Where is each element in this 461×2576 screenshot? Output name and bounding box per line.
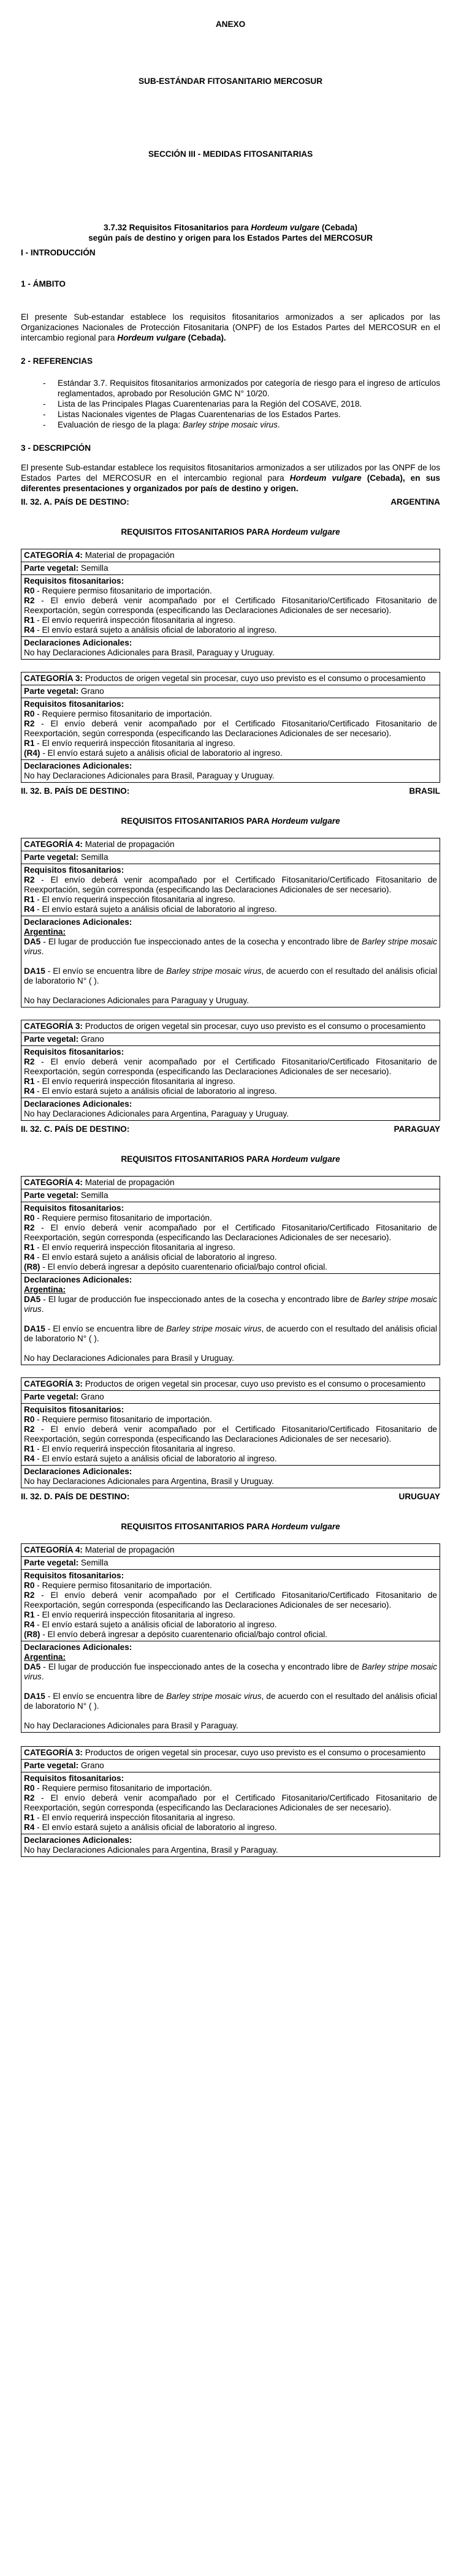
plant-part-row: Parte vegetal: Semilla — [21, 1557, 440, 1570]
category-row: CATEGORÍA 4: Material de propagación — [21, 1544, 440, 1557]
declarations-row: Declaraciones Adicionales: No hay Declaraciones Adicionales para Argentina, Brasil y Uruguay. — [21, 1466, 440, 1488]
category-3-table — [21, 672, 440, 783]
requirements-heading: REQUISITOS FITOSANITARIOS PARA Hordeum vulgare — [121, 1154, 340, 1164]
requirements-row: Requisitos fitosanitarios: R0 - Requiere permiso fitosanitario de importación. R2 - El envío deberá venir acompañado por el Certificado Fitosanitario/Certificado Fitosanitario de Reexportación, según corresponda (especificando las Declaraciones Adicionales de ser necesario). R1 - El envío requerirá inspección fitosanitaria al ingreso. (R4) - El envío estará sujeto a análisis oficial de laboratorio al ingreso. — [21, 698, 440, 760]
requirements-row: Requisitos fitosanitarios: R0 - Requiere permiso fitosanitario de importación. R2 - El envío deberá venir acompañado por el Certificado Fitosanitario/Certificado Fitosanitario de Reexportación, según corresponda (especificando las Declaraciones Adicionales de ser necesario). R1 - El envío requerirá inspección fitosanitaria al ingreso. R4 - El envío estará sujeto a análisis oficial de laboratorio al ingreso. (R8) - El envío deberá ingresar a depósito cuarentenario oficial/bajo control oficial. — [21, 1202, 440, 1274]
declarations-row: Declaraciones Adicionales: No hay Declaraciones Adicionales para Argentina, Paraguay y Uruguay. — [21, 1098, 440, 1121]
requirements-row: Requisitos fitosanitarios: R2 - El envío deberá venir acompañado por el Certificado Fitosanitario/Certificado Fitosanitario de Reexportación, según corresponda (especificando las Declaraciones Adicionales de ser necesario). R1 - El envío requerirá inspección fitosanitaria al ingreso. R4 - El envío estará sujeto a análisis oficial de laboratorio al ingreso. — [21, 864, 440, 916]
plant-part-row: Parte vegetal: Grano — [21, 685, 440, 698]
references-list — [43, 378, 440, 430]
declarations-row: Declaraciones Adicionales: No hay Declaraciones Adicionales para Brasil, Paraguay y Uruguay. — [21, 760, 440, 783]
category-4-table — [21, 549, 440, 660]
plant-part-row: Parte vegetal: Semilla — [21, 1189, 440, 1202]
description-heading: 3 - DESCRIPCIÓN — [21, 443, 91, 453]
description-paragraph: El presente Sub-estandar establece los requisitos fitosanitarios armonizados a ser utilizados por las ONPF de los Estados Partes del MERCOSUR en el intercambio regional para Hordeum vulgare (Cebada), en sus diferentes presentaciones y organizados por país de destino y origen. — [21, 463, 440, 493]
category-row: CATEGORÍA 4: Material de propagación — [21, 1177, 440, 1189]
scope-paragraph: El presente Sub-estandar establece los requisitos fitosanitarios armonizados a ser aplicados por las Organizaciones Nacionales de Protección Fitosanitaria (ONPF) de los Estados Partes del MERCOSUR en el intercambio regional para Hordeum vulgare (Cebada). — [21, 312, 440, 342]
requirements-row: Requisitos fitosanitarios: R0 - Requiere permiso fitosanitario de importación. R2 - El envío deberá venir acompañado por el Certificado Fitosanitario/Certificado Fitosanitario de Reexportación, según corresponda (especificando las Declaraciones Adicionales de ser necesario). R1 - El envío requerirá inspección fitosanitaria al ingreso. R4 - El envío estará sujeto a análisis oficial de laboratorio al ingreso. — [21, 1404, 440, 1466]
declarations-row: Declaraciones Adicionales: Argentina: DA5 - El lugar de producción fue inspeccionado antes de la cosecha y encontrado libre de Barley stripe mosaic virus. DA15 - El envío se encuentra libre de Barley stripe mosaic virus, de acuerdo con el resultado del análisis oficial de laboratorio N° ( ). No hay Declaraciones Adicionales para Brasil y Uruguay. — [21, 1274, 440, 1365]
requirements-row: Requisitos fitosanitarios: R0 - Requiere permiso fitosanitario de importación. R2 - El envío deberá venir acompañado por el Certificado Fitosanitario/Certificado Fitosanitario de Reexportación, según corresponda (especificando las Declaraciones Adicionales de ser necesario). R1 - El envío requerirá inspección fitosanitaria al ingreso. R4 - El envío estará sujeto a análisis oficial de laboratorio al ingreso. — [21, 1772, 440, 1834]
requirements-title: 3.7.32 Requisitos Fitosanitarios para Hordeum vulgare (Cebada) según país de destino y origen para los Estados Partes del MERCOSUR — [88, 223, 373, 243]
category-row: CATEGORÍA 3: Productos de origen vegetal sin procesar, cuyo uso previsto es el consumo o procesamiento — [21, 1747, 440, 1760]
requirements-heading: REQUISITOS FITOSANITARIOS PARA Hordeum vulgare — [121, 1522, 340, 1531]
category-row: CATEGORÍA 4: Material de propagación — [21, 838, 440, 851]
plant-part-row: Parte vegetal: Semilla — [21, 851, 440, 864]
requirements-heading: REQUISITOS FITOSANITARIOS PARA Hordeum vulgare — [121, 527, 340, 537]
plant-part-row: Parte vegetal: Grano — [21, 1391, 440, 1404]
reference-item: - Evaluación de riesgo de la plaga: Barley stripe mosaic virus. — [43, 420, 440, 430]
destination-paraguay: II. 32. C. PAÍS DE DESTINO: PARAGUAY — [21, 1124, 440, 1134]
destination-uruguay: II. 32. D. PAÍS DE DESTINO: URUGUAY — [21, 1492, 440, 1501]
scope-heading: 1 - ÁMBITO — [21, 279, 66, 288]
section-title: SECCIÓN III - MEDIDAS FITOSANITARIAS — [148, 149, 313, 159]
reference-item: - Lista de las Principales Plagas Cuarentenarias para la Región del COSAVE, 2018. — [43, 399, 440, 409]
category-3-table — [21, 1746, 440, 1857]
category-4-table — [21, 838, 440, 1007]
category-row: CATEGORÍA 3: Productos de origen vegetal sin procesar, cuyo uso previsto es el consumo o procesamiento — [21, 1378, 440, 1391]
declarations-row: Declaraciones Adicionales: Argentina: DA5 - El lugar de producción fue inspeccionado antes de la cosecha y encontrado libre de Barley stripe mosaic virus. DA15 - El envío se encuentra libre de Barley stripe mosaic virus, de acuerdo con el resultado del análisis oficial de laboratorio N° ( ). No hay Declaraciones Adicionales para Paraguay y Uruguay. — [21, 916, 440, 1007]
category-row: CATEGORÍA 3: Productos de origen vegetal sin procesar, cuyo uso previsto es el consumo o procesamiento — [21, 672, 440, 685]
declarations-row: Declaraciones Adicionales: No hay Declaraciones Adicionales para Argentina, Brasil y Paraguay. — [21, 1834, 440, 1857]
destination-brasil: II. 32. B. PAÍS DE DESTINO: BRASIL — [21, 786, 440, 796]
destination-argentina: II. 32. A. PAÍS DE DESTINO: ARGENTINA — [21, 497, 440, 507]
declarations-row: Declaraciones Adicionales: No hay Declaraciones Adicionales para Brasil, Paraguay y Uruguay. — [21, 637, 440, 660]
category-4-table — [21, 1543, 440, 1733]
requirements-heading: REQUISITOS FITOSANITARIOS PARA Hordeum vulgare — [121, 816, 340, 826]
category-4-table — [21, 1176, 440, 1365]
category-row: CATEGORÍA 3: Productos de origen vegetal sin procesar, cuyo uso previsto es el consumo o procesamiento — [21, 1020, 440, 1033]
reference-item: - Estándar 3.7. Requisitos fitosanitarios armonizados por categoría de riesgo para el ingreso de artículos reglamentados, aprobado por Resolución GMC N° 10/20. — [43, 378, 440, 399]
category-3-table — [21, 1020, 440, 1121]
intro-heading: I - INTRODUCCIÓN — [21, 248, 96, 257]
requirements-row: Requisitos fitosanitarios: R2 - El envío deberá venir acompañado por el Certificado Fitosanitario/Certificado Fitosanitario de Reexportación, según corresponda (especificando las Declaraciones Adicionales de ser necesario). R1 - El envío requerirá inspección fitosanitaria al ingreso. R4 - El envío estará sujeto a análisis oficial de laboratorio al ingreso. — [21, 1046, 440, 1098]
plant-part-row: Parte vegetal: Grano — [21, 1033, 440, 1046]
standard-title: SUB-ESTÁNDAR FITOSANITARIO MERCOSUR — [138, 77, 323, 86]
annex-label: ANEXO — [215, 20, 246, 29]
refs-heading: 2 - REFERENCIAS — [21, 356, 93, 366]
plant-part-row: Parte vegetal: Grano — [21, 1760, 440, 1772]
category-row: CATEGORÍA 4: Material de propagación — [21, 549, 440, 562]
plant-part-row: Parte vegetal: Semilla — [21, 562, 440, 575]
reference-item: - Listas Nacionales vigentes de Plagas Cuarentenarias de los Estados Partes. — [43, 409, 440, 420]
requirements-row: Requisitos fitosanitarios: R0 - Requiere permiso fitosanitario de importación. R2 - El envío deberá venir acompañado por el Certificado Fitosanitario/Certificado Fitosanitario de Reexportación, según corresponda (especificando las Declaraciones Adicionales de ser necesario). R1 - El envío requerirá inspección fitosanitaria al ingreso. R4 - El envío estará sujeto a análisis oficial de laboratorio al ingreso. — [21, 575, 440, 637]
declarations-row: Declaraciones Adicionales: Argentina: DA5 - El lugar de producción fue inspeccionado antes de la cosecha y encontrado libre de Barley stripe mosaic virus. DA15 - El envío se encuentra libre de Barley stripe mosaic virus, de acuerdo con el resultado del análisis oficial de laboratorio N° ( ). No hay Declaraciones Adicionales para Brasil y Paraguay. — [21, 1641, 440, 1733]
category-3-table — [21, 1377, 440, 1488]
requirements-row: Requisitos fitosanitarios: R0 - Requiere permiso fitosanitario de importación. R2 - El envío deberá venir acompañado por el Certificado Fitosanitario/Certificado Fitosanitario de Reexportación, según corresponda (especificando las Declaraciones Adicionales de ser necesario). R1 - El envío requerirá inspección fitosanitaria al ingreso. R4 - El envío estará sujeto a análisis oficial de laboratorio al ingreso. (R8) - El envío deberá ingresar a depósito cuarentenario oficial/bajo control oficial. — [21, 1570, 440, 1641]
